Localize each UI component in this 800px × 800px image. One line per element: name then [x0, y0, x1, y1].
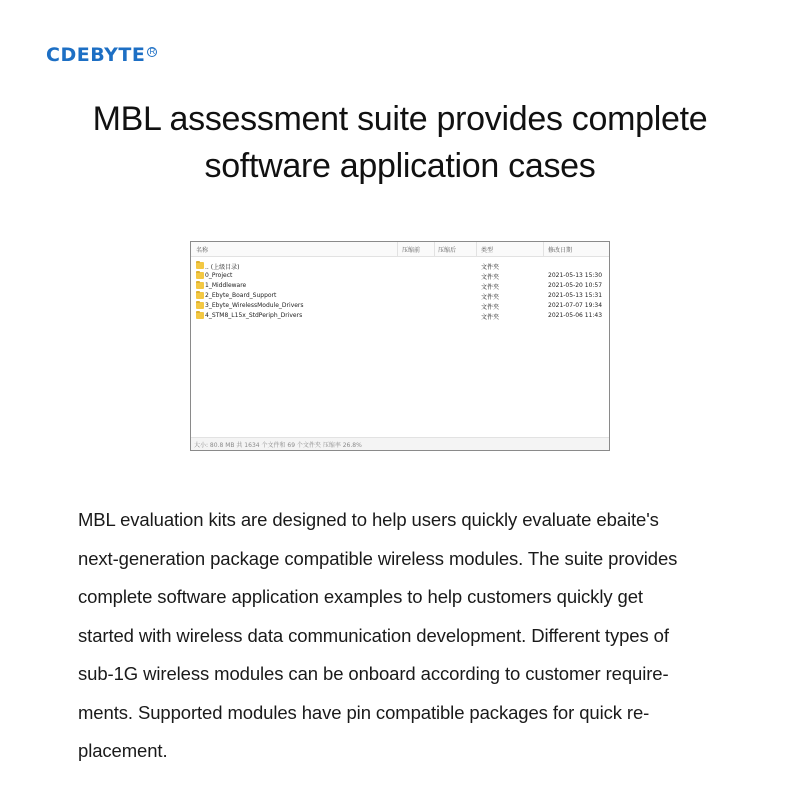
folder-icon [196, 302, 204, 309]
column-header-type[interactable]: 类型 [481, 247, 494, 254]
page-headline [40, 96, 760, 190]
column-divider[interactable] [434, 242, 435, 256]
brand-logo [46, 44, 157, 66]
file-type: 文件夹 [481, 314, 500, 321]
registered-mark-icon: R [147, 47, 157, 57]
description-line: sub-1G wireless modules can be onboard according to customer require- [78, 663, 669, 684]
column-divider[interactable] [543, 242, 544, 256]
file-type: 文件夹 [481, 274, 500, 281]
file-name: 3_Ebyte_WirelessModule_Drivers [205, 302, 304, 309]
list-item[interactable] [191, 311, 609, 321]
file-name: .. (上级目录) [205, 264, 240, 271]
description-line: MBL evaluation kits are designed to help users quickly evaluate ebaite's [78, 509, 659, 530]
list-item[interactable] [191, 261, 609, 271]
column-header-name[interactable]: 名称 [196, 247, 209, 254]
file-type: 文件夹 [481, 264, 500, 271]
column-header-modified[interactable]: 修改日期 [548, 247, 573, 254]
file-explorer-window [190, 241, 610, 451]
list-item[interactable] [191, 301, 609, 311]
status-bar [191, 437, 609, 450]
list-item[interactable] [191, 291, 609, 301]
description-line: complete software application examples to help customers quickly get [78, 586, 643, 607]
column-header-original[interactable]: 压缩后 [438, 247, 457, 254]
file-date: 2021-05-13 15:30 [548, 272, 603, 279]
list-item[interactable] [191, 281, 609, 291]
file-type: 文件夹 [481, 294, 500, 301]
folder-icon [196, 312, 204, 319]
folder-icon [196, 282, 204, 289]
file-name: 2_Ebyte_Board_Support [205, 292, 277, 299]
headline-line: MBL assessment suite provides complete [92, 100, 708, 138]
file-name: 1_Middleware [205, 282, 247, 289]
folder-icon [196, 272, 204, 279]
file-type: 文件夹 [481, 304, 500, 311]
folder-icon [196, 262, 204, 269]
list-item[interactable] [191, 271, 609, 281]
column-divider[interactable] [397, 242, 398, 256]
file-date: 2021-05-13 15:31 [548, 292, 603, 299]
file-list [191, 261, 609, 321]
file-date: 2021-05-20 10:57 [548, 282, 603, 289]
status-text: 大小: 80.8 MB 共 1634 个文件和 69 个文件夹 压缩率 26.8% [194, 442, 362, 449]
file-date: 2021-05-06 11:43 [548, 312, 603, 319]
headline-line: software application cases [204, 147, 596, 185]
description-line: next-generation package compatible wireless modules. The suite provides [78, 547, 678, 569]
file-date: 2021-07-07 19:34 [548, 302, 603, 309]
folder-icon [196, 292, 204, 299]
description-paragraph [78, 501, 750, 771]
column-header-compressed[interactable]: 压缩前 [402, 247, 421, 254]
file-name: 0_Project [205, 272, 233, 279]
description-line: placement. [78, 740, 168, 761]
column-header-bar [191, 242, 609, 257]
column-divider[interactable] [476, 242, 477, 256]
description-line: started with wireless data communication development. Different types of [78, 624, 669, 646]
description-line: ments. Supported modules have pin compatible packages for quick re- [78, 701, 650, 723]
brand-name: CDEBYTE [46, 44, 146, 66]
file-name: 4_STM8_L15x_StdPeriph_Drivers [205, 312, 303, 319]
file-type: 文件夹 [481, 284, 500, 291]
